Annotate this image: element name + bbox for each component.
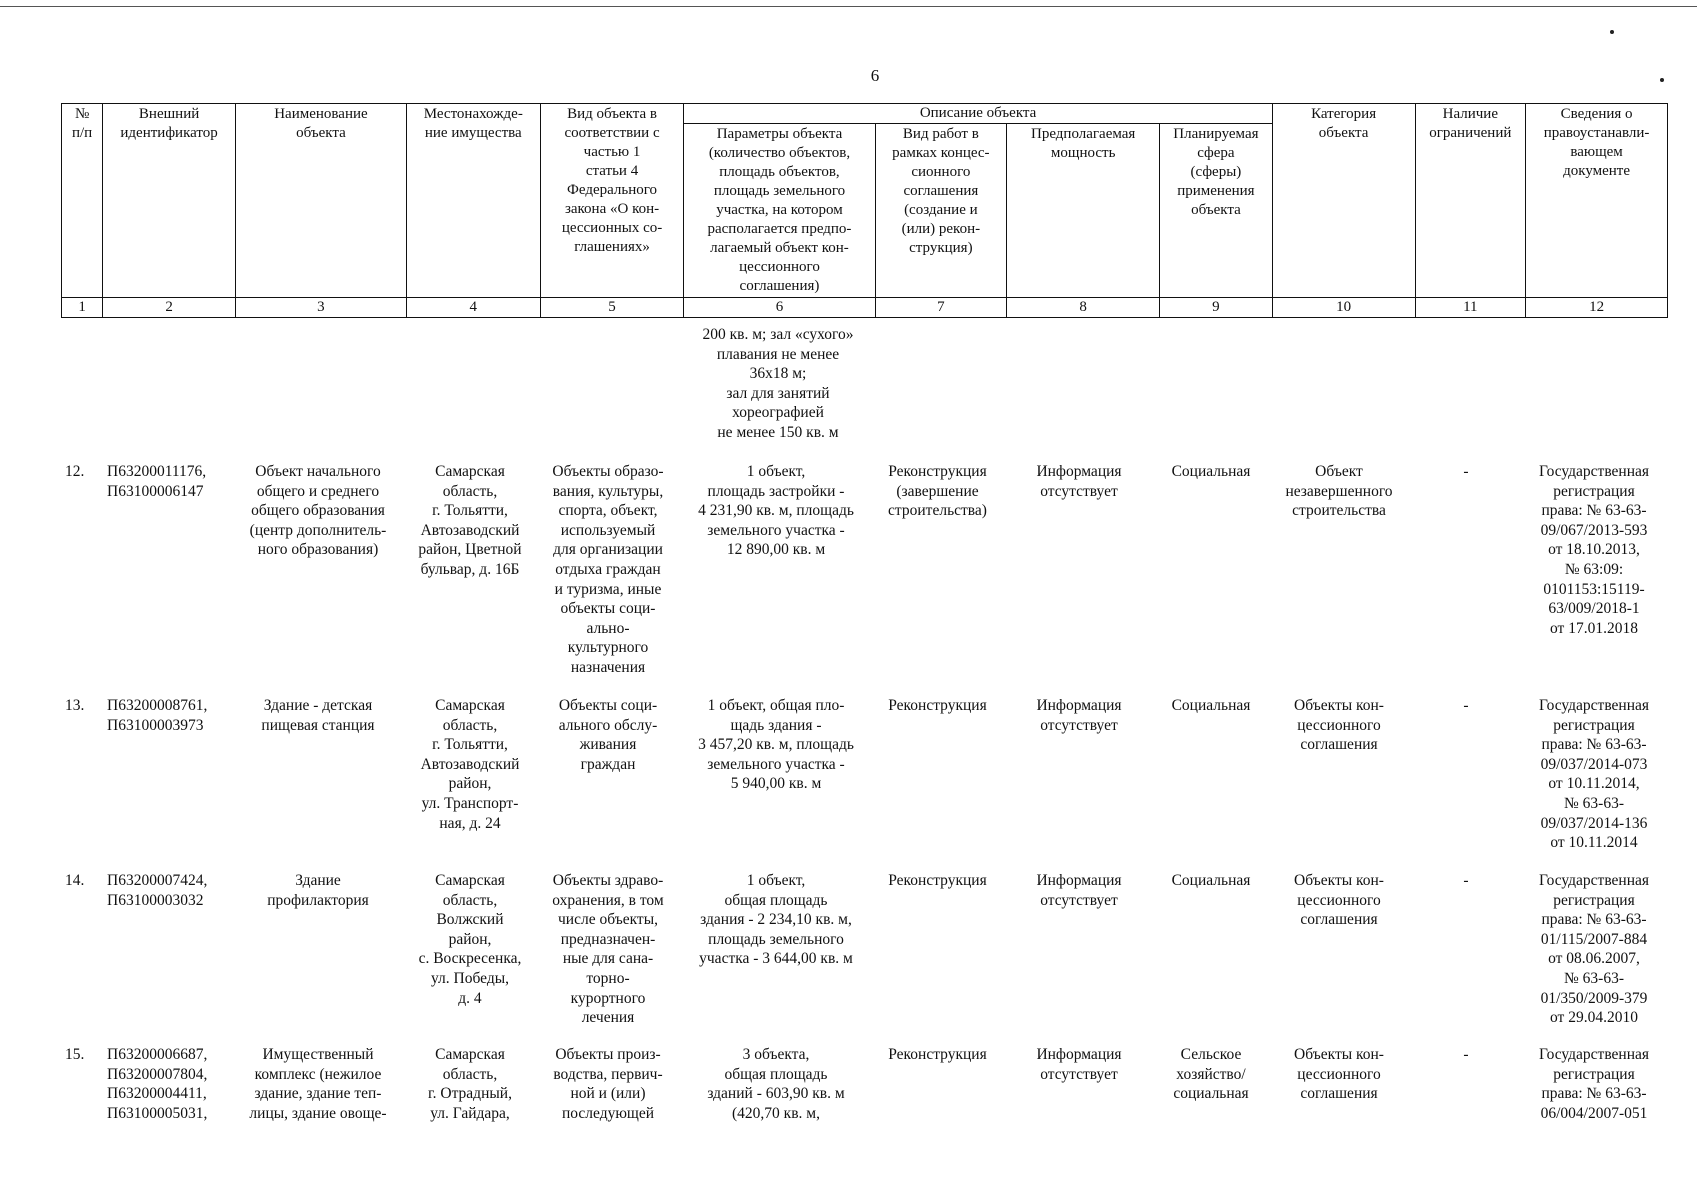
parameters: 3 объекта, общая площадь зданий - 603,90 кв. м (420,70 кв. м, <box>707 1046 845 1122</box>
location: Самарская область, г. Отрадный, ул. Гайдара, <box>428 1046 512 1122</box>
column-number: 4 <box>406 298 540 318</box>
work-type: Реконструкция (завершение строительства) <box>888 463 987 520</box>
object-name: Здание профилактория <box>267 872 369 909</box>
header-object-description: Описание объекта <box>684 104 1272 124</box>
object-type: Объекты здраво- охранения, в том числе объекты, предназначен- ные для сана- торно- курортного лечения <box>552 872 664 1027</box>
capacity: Информация отсутствует <box>1036 872 1122 909</box>
column-number: 2 <box>103 298 236 318</box>
scan-speck <box>1610 30 1614 34</box>
parameters: 1 объект, общая площадь здания - 2 234,10 кв. м, площадь земельного участка - 3 644,00 кв. м <box>699 872 853 968</box>
column-number: 7 <box>875 298 1007 318</box>
location: Самарская область, г. Тольятти, Автозаводский район, Цветной бульвар, д. 16Б <box>418 463 522 578</box>
column-number: 8 <box>1007 298 1160 318</box>
restrictions: - <box>1463 697 1469 714</box>
capacity: Информация отсутствует <box>1036 697 1122 734</box>
header-table <box>61 103 1668 318</box>
row-number: 14. <box>65 872 85 889</box>
category: Объект незавершенного строительства <box>1285 463 1393 520</box>
sphere: Социальная <box>1171 697 1251 714</box>
page-number: 6 <box>870 66 880 85</box>
restrictions: - <box>1463 463 1469 480</box>
header-restrictions: Наличие ограничений <box>1415 104 1526 298</box>
category: Объекты кон- цессионного соглашения <box>1294 1046 1384 1103</box>
sphere: Сельское хозяйство/ социальная <box>1173 1046 1249 1103</box>
header-external-id: Внешний идентификатор <box>103 104 236 298</box>
restrictions: - <box>1463 1046 1469 1063</box>
document: Государственная регистрация права: № 63-63- 01/115/2007-884 от 08.06.2007, № 63-63- 01/350/2009-379 от 29.04.2010 <box>1538 872 1650 1027</box>
column-number: 9 <box>1160 298 1273 318</box>
scan-speck <box>1660 78 1664 82</box>
external-id: П63200006687, П63200007804, П63200004411, П63100005031, <box>107 1046 208 1122</box>
header-object-type: Вид объекта в соответствии с частью 1 статьи 4 Федерального закона «О кон- цессионных со- глашениях» <box>540 104 684 298</box>
sphere: Социальная <box>1171 463 1251 480</box>
header-work-type: Вид работ в рамках концес- сионного соглашения (создание и (или) рекон- струкция) <box>875 124 1007 298</box>
document: Государственная регистрация права: № 63-63- 09/037/2014-073 от 10.11.2014, № 63-63- 09/037/2014-136 от 10.11.2014 <box>1538 697 1650 852</box>
parameters: 1 объект, площадь застройки - 4 231,90 кв. м, площадь земельного участка - 12 890,00 кв. м <box>698 463 854 559</box>
object-type: Объекты произ- водства, первич- ной и (или) последующей <box>553 1046 663 1122</box>
category: Объекты кон- цессионного соглашения <box>1294 697 1384 754</box>
header-document: Сведения о правоустанавли- вающем документе <box>1526 104 1668 298</box>
header-sphere: Планируемая сфера (сферы) применения объекта <box>1160 124 1273 298</box>
object-name: Объект начального общего и среднего общего образования (центр дополнитель- ного образования) <box>249 463 387 559</box>
work-type: Реконструкция <box>888 1046 987 1063</box>
column-number: 5 <box>540 298 684 318</box>
column-number: 10 <box>1272 298 1415 318</box>
sphere: Социальная <box>1171 872 1251 889</box>
column-number: 6 <box>684 298 875 318</box>
row-number: 15. <box>65 1046 85 1063</box>
top-rule <box>0 6 1697 7</box>
object-name: Здание - детская пищевая станция <box>261 697 375 734</box>
row-number: 13. <box>65 697 85 714</box>
document: Государственная регистрация права: № 63-63- 06/004/2007-051 <box>1538 1046 1650 1122</box>
work-type: Реконструкция <box>888 697 987 714</box>
column-number: 1 <box>62 298 103 318</box>
column-number: 3 <box>235 298 406 318</box>
capacity: Информация отсутствует <box>1036 1046 1122 1083</box>
document: Государственная регистрация права: № 63-63- 09/067/2013-593 от 18.10.2013, № 63:09: 0101153:15119- 63/009/2018-1 от 17.01.2018 <box>1538 463 1650 637</box>
column-number: 11 <box>1415 298 1526 318</box>
header-parameters: Параметры объекта (количество объектов, площадь объектов, площадь земельного участка, на котором располагается предпо- лагаемый объект кон- цессионного соглашения) <box>684 124 875 298</box>
capacity: Информация отсутствует <box>1036 463 1122 500</box>
object-name: Имущественный комплекс (нежилое здание, здание теп- лицы, здание овоще- <box>249 1046 387 1122</box>
external-id: П63200008761, П63100003973 <box>107 697 208 734</box>
location: Самарская область, Волжский район, с. Воскресенка, ул. Победы, д. 4 <box>418 872 522 1007</box>
category: Объекты кон- цессионного соглашения <box>1294 872 1384 929</box>
column-number-row <box>62 298 1668 318</box>
external-id: П63200007424, П63100003032 <box>107 872 208 909</box>
column-number: 12 <box>1526 298 1668 318</box>
header-category: Категория объекта <box>1272 104 1415 298</box>
external-id: П63200011176, П63100006147 <box>107 463 207 500</box>
work-type: Реконструкция <box>888 872 987 889</box>
location: Самарская область, г. Тольятти, Автозаводский район, ул. Транспорт- ная, д. 24 <box>420 697 520 832</box>
restrictions: - <box>1463 872 1469 889</box>
continuation-text: 200 кв. м; зал «сухого» плавания не менее 36х18 м; зал для занятий хореографией не менее 150 кв. м <box>702 326 854 441</box>
parameters: 1 объект, общая пло- щадь здания - 3 457,20 кв. м, площадь земельного участка - 5 940,00 кв. м <box>698 697 854 793</box>
row-number: 12. <box>65 463 85 480</box>
object-type: Объекты соци- ального обслу- живания граждан <box>558 697 658 773</box>
header-capacity: Предполагаемая мощность <box>1007 124 1160 298</box>
header-num: № п/п <box>62 104 103 298</box>
object-type: Объекты образо- вания, культуры, спорта, объект, используемый для организации отдыха граждан и туризма, иные объекты соци- ально- культурного назначения <box>552 463 664 676</box>
header-object-name: Наименование объекта <box>235 104 406 298</box>
header-location: Местонахожде- ние имущества <box>406 104 540 298</box>
